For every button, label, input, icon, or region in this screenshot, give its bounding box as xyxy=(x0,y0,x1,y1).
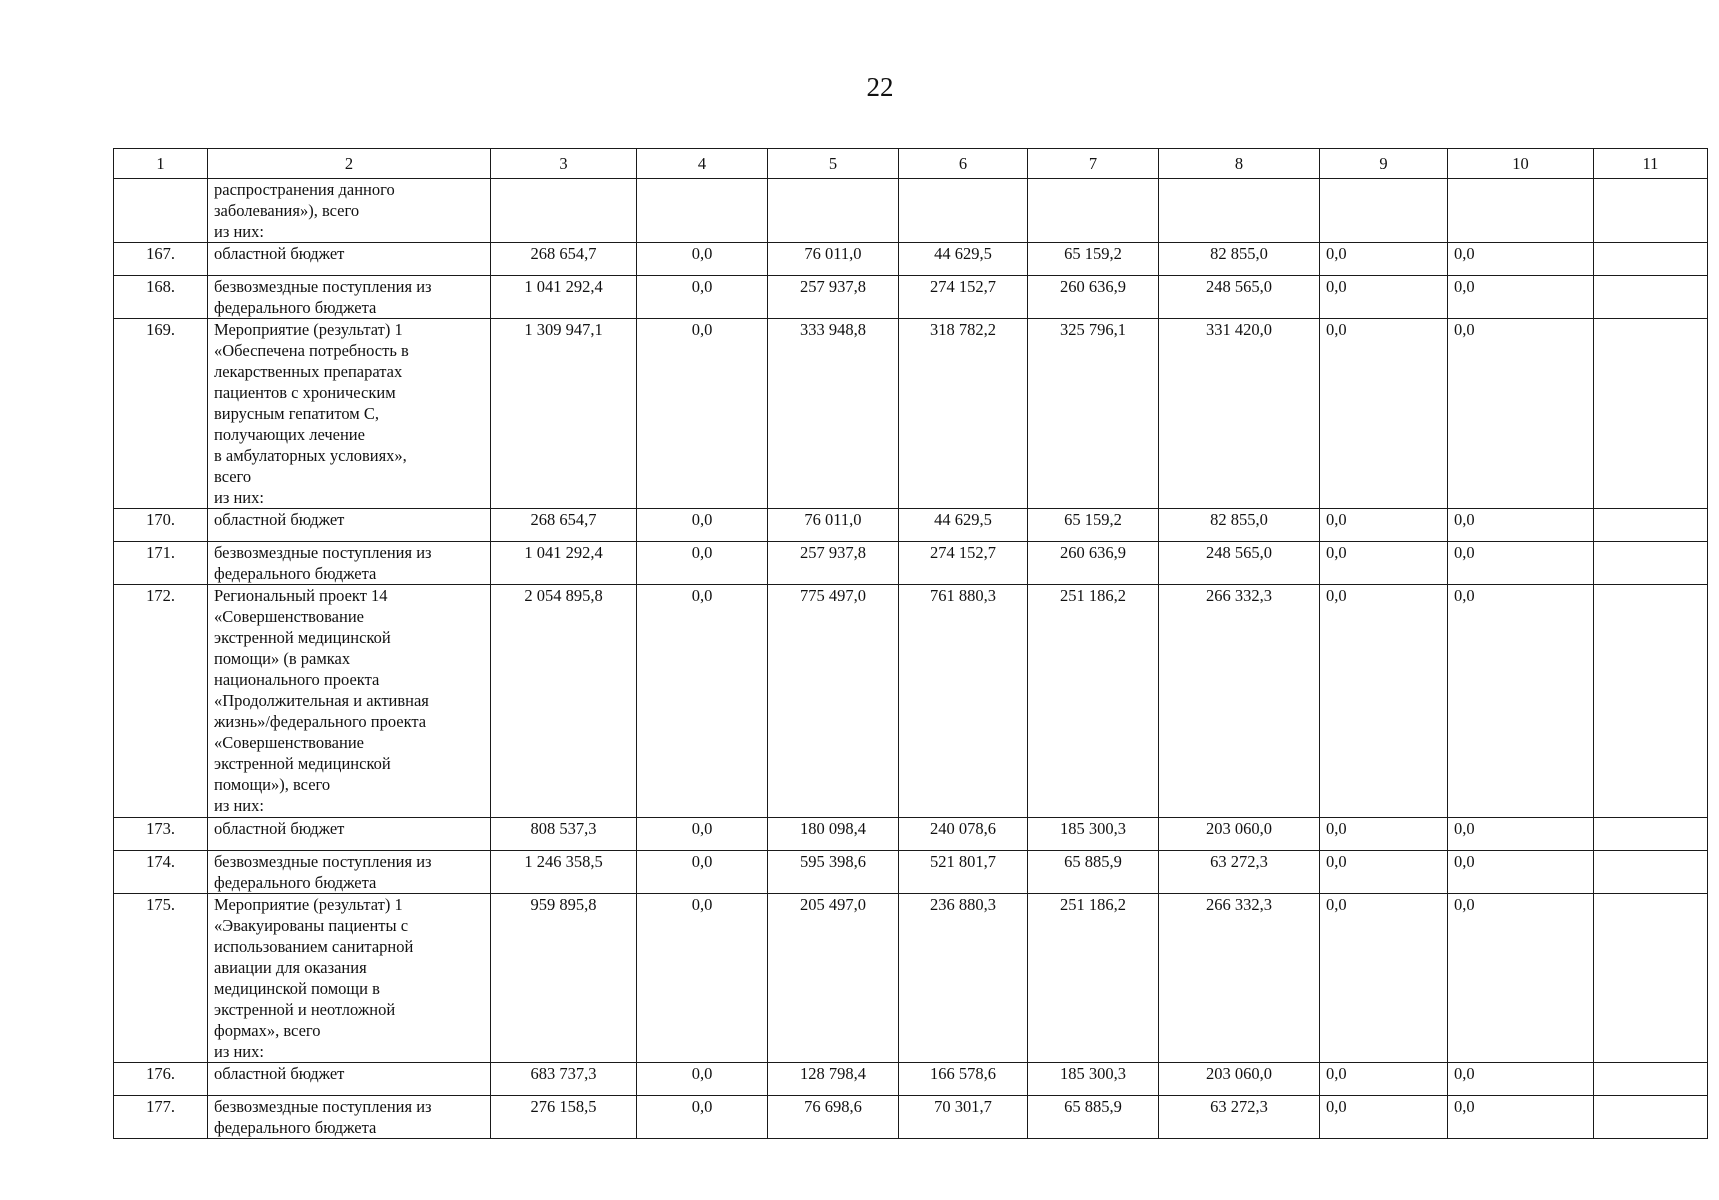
cell-col4: 0,0 xyxy=(637,1096,768,1139)
cell-col7: 65 885,9 xyxy=(1028,1096,1159,1139)
cell-col4: 0,0 xyxy=(637,509,768,542)
column-header: 6 xyxy=(899,149,1028,179)
cell-col6: 44 629,5 xyxy=(899,509,1028,542)
cell-col6: 274 152,7 xyxy=(899,542,1028,585)
cell-col9: 0,0 xyxy=(1320,276,1448,319)
cell-col7: 65 159,2 xyxy=(1028,243,1159,276)
cell-col3-total: 1 041 292,4 xyxy=(491,542,637,585)
cell-col3-total: 959 895,8 xyxy=(491,894,637,1063)
cell-col3-total: 683 737,3 xyxy=(491,1063,637,1096)
row-number: 172. xyxy=(114,585,208,818)
row-number: 170. xyxy=(114,509,208,542)
cell-col7: 65 885,9 xyxy=(1028,851,1159,894)
cell-col5: 775 497,0 xyxy=(768,585,899,818)
column-header: 8 xyxy=(1159,149,1320,179)
cell-col11 xyxy=(1594,585,1708,818)
cell-col7: 260 636,9 xyxy=(1028,542,1159,585)
cell-col6: 318 782,2 xyxy=(899,319,1028,509)
cell-col4: 0,0 xyxy=(637,1063,768,1096)
cell-col4: 0,0 xyxy=(637,276,768,319)
cell-empty xyxy=(637,179,768,243)
cell-empty xyxy=(1320,179,1448,243)
row-number: 176. xyxy=(114,1063,208,1096)
cell-col5: 333 948,8 xyxy=(768,319,899,509)
cell-col11 xyxy=(1594,851,1708,894)
cell-col4: 0,0 xyxy=(637,851,768,894)
row-name: безвозмездные поступления из федерального бюджета xyxy=(208,1096,491,1139)
cell-col6: 44 629,5 xyxy=(899,243,1028,276)
table-row xyxy=(114,894,1708,1063)
page-number: 22 xyxy=(866,72,894,102)
cell-col11 xyxy=(1594,542,1708,585)
table-body xyxy=(114,179,1708,1139)
cell-col10: 0,0 xyxy=(1448,319,1594,509)
cell-col6: 70 301,7 xyxy=(899,1096,1028,1139)
cell-col9: 0,0 xyxy=(1320,1096,1448,1139)
cell-col4: 0,0 xyxy=(637,894,768,1063)
row-name: Региональный проект 14 «Совершенствование экстренной медицинской помощи» (в рамках национального проекта «Продолжительная и активная жизнь»/федерального проекта «Совершенствование экстренной медицинской помощи»), всего из них: xyxy=(208,585,491,818)
row-name: областной бюджет xyxy=(208,243,491,276)
cell-col9: 0,0 xyxy=(1320,243,1448,276)
row-number: 167. xyxy=(114,243,208,276)
cell-col8: 63 272,3 xyxy=(1159,851,1320,894)
cell-col10: 0,0 xyxy=(1448,276,1594,319)
cell-col11 xyxy=(1594,818,1708,851)
table-row xyxy=(114,542,1708,585)
cell-col5: 595 398,6 xyxy=(768,851,899,894)
row-name: Мероприятие (результат) 1 «Эвакуированы пациенты с использованием санитарной авиации для оказания медицинской помощи в экстренной и неотложной формах», всего из них: xyxy=(208,894,491,1063)
column-header: 3 xyxy=(491,149,637,179)
header-row xyxy=(114,149,1708,179)
cell-col4: 0,0 xyxy=(637,319,768,509)
cell-col10: 0,0 xyxy=(1448,851,1594,894)
budget-table xyxy=(113,148,1708,1139)
cell-col10: 0,0 xyxy=(1448,818,1594,851)
table-row xyxy=(114,1063,1708,1096)
row-name: областной бюджет xyxy=(208,818,491,851)
cell-col6: 274 152,7 xyxy=(899,276,1028,319)
cell-col10: 0,0 xyxy=(1448,243,1594,276)
cell-col5: 128 798,4 xyxy=(768,1063,899,1096)
row-number: 168. xyxy=(114,276,208,319)
cell-col5: 180 098,4 xyxy=(768,818,899,851)
cell-col4: 0,0 xyxy=(637,818,768,851)
table-row xyxy=(114,585,1708,818)
table-header xyxy=(114,149,1708,179)
cell-col3-total: 1 309 947,1 xyxy=(491,319,637,509)
row-number: 171. xyxy=(114,542,208,585)
continuation-row xyxy=(114,179,1708,243)
row-name: безвозмездные поступления из федерального бюджета xyxy=(208,542,491,585)
column-header: 5 xyxy=(768,149,899,179)
table-row xyxy=(114,851,1708,894)
cell-col3-total: 2 054 895,8 xyxy=(491,585,637,818)
column-header: 10 xyxy=(1448,149,1594,179)
cell-col9: 0,0 xyxy=(1320,1063,1448,1096)
cell-col5: 76 011,0 xyxy=(768,243,899,276)
column-header: 7 xyxy=(1028,149,1159,179)
cell-col4: 0,0 xyxy=(637,542,768,585)
cell-col10: 0,0 xyxy=(1448,1096,1594,1139)
cell-col7: 185 300,3 xyxy=(1028,1063,1159,1096)
cell-empty xyxy=(1448,179,1594,243)
column-header: 11 xyxy=(1594,149,1708,179)
cell-col9: 0,0 xyxy=(1320,509,1448,542)
cell-col11 xyxy=(1594,1096,1708,1139)
cell-col11 xyxy=(1594,243,1708,276)
cell-col9: 0,0 xyxy=(1320,851,1448,894)
cell-col10: 0,0 xyxy=(1448,509,1594,542)
row-name: безвозмездные поступления из федерального бюджета xyxy=(208,851,491,894)
cell-col11 xyxy=(1594,319,1708,509)
row-name: областной бюджет xyxy=(208,1063,491,1096)
cell-col6: 166 578,6 xyxy=(899,1063,1028,1096)
row-name: областной бюджет xyxy=(208,509,491,542)
cell-col5: 76 698,6 xyxy=(768,1096,899,1139)
table-row xyxy=(114,818,1708,851)
cell-empty xyxy=(1594,179,1708,243)
row-number: 174. xyxy=(114,851,208,894)
cell-col11 xyxy=(1594,509,1708,542)
cell-col9: 0,0 xyxy=(1320,585,1448,818)
cell-col5: 205 497,0 xyxy=(768,894,899,1063)
column-header: 1 xyxy=(114,149,208,179)
cell-col11 xyxy=(1594,276,1708,319)
cell-col8: 266 332,3 xyxy=(1159,585,1320,818)
cell-col8: 63 272,3 xyxy=(1159,1096,1320,1139)
cell-col6: 240 078,6 xyxy=(899,818,1028,851)
cell-col7: 260 636,9 xyxy=(1028,276,1159,319)
cell-col4: 0,0 xyxy=(637,585,768,818)
cell-col10: 0,0 xyxy=(1448,542,1594,585)
cell-col7: 251 186,2 xyxy=(1028,585,1159,818)
row-number: 175. xyxy=(114,894,208,1063)
row-number xyxy=(114,179,208,243)
table-row xyxy=(114,243,1708,276)
cell-col7: 325 796,1 xyxy=(1028,319,1159,509)
row-name: Мероприятие (результат) 1 «Обеспечена потребность в лекарственных препаратах пациентов с хроническим вирусным гепатитом С, получающих лечение в амбулаторных условиях», всего из них: xyxy=(208,319,491,509)
cell-col8: 203 060,0 xyxy=(1159,1063,1320,1096)
cell-col6: 761 880,3 xyxy=(899,585,1028,818)
cell-col4: 0,0 xyxy=(637,243,768,276)
cell-col9: 0,0 xyxy=(1320,319,1448,509)
cell-col3-total: 1 041 292,4 xyxy=(491,276,637,319)
cell-col3-total: 268 654,7 xyxy=(491,509,637,542)
cell-empty xyxy=(899,179,1028,243)
cell-col10: 0,0 xyxy=(1448,585,1594,818)
cell-col9: 0,0 xyxy=(1320,542,1448,585)
cell-col8: 248 565,0 xyxy=(1159,276,1320,319)
column-header: 4 xyxy=(637,149,768,179)
cell-col11 xyxy=(1594,894,1708,1063)
cell-col9: 0,0 xyxy=(1320,818,1448,851)
cell-col7: 65 159,2 xyxy=(1028,509,1159,542)
column-header: 9 xyxy=(1320,149,1448,179)
cell-col8: 203 060,0 xyxy=(1159,818,1320,851)
cell-empty xyxy=(1159,179,1320,243)
cell-col3-total: 1 246 358,5 xyxy=(491,851,637,894)
cell-col3-total: 268 654,7 xyxy=(491,243,637,276)
row-name: безвозмездные поступления из федерального бюджета xyxy=(208,276,491,319)
column-header: 2 xyxy=(208,149,491,179)
cell-empty xyxy=(1028,179,1159,243)
cell-col5: 257 937,8 xyxy=(768,542,899,585)
row-number: 177. xyxy=(114,1096,208,1139)
row-number: 173. xyxy=(114,818,208,851)
cell-col3-total: 276 158,5 xyxy=(491,1096,637,1139)
cell-col3-total: 808 537,3 xyxy=(491,818,637,851)
cell-col5: 76 011,0 xyxy=(768,509,899,542)
cell-col8: 248 565,0 xyxy=(1159,542,1320,585)
cell-col6: 521 801,7 xyxy=(899,851,1028,894)
row-name: распространения данного заболевания»), всего из них: xyxy=(208,179,491,243)
cell-col11 xyxy=(1594,1063,1708,1096)
cell-empty xyxy=(491,179,637,243)
cell-col7: 251 186,2 xyxy=(1028,894,1159,1063)
table-row xyxy=(114,509,1708,542)
cell-col7: 185 300,3 xyxy=(1028,818,1159,851)
cell-col8: 82 855,0 xyxy=(1159,509,1320,542)
cell-col8: 266 332,3 xyxy=(1159,894,1320,1063)
cell-col10: 0,0 xyxy=(1448,894,1594,1063)
table-row xyxy=(114,1096,1708,1139)
row-number: 169. xyxy=(114,319,208,509)
cell-col9: 0,0 xyxy=(1320,894,1448,1063)
cell-empty xyxy=(768,179,899,243)
table-row xyxy=(114,319,1708,509)
table-row xyxy=(114,276,1708,319)
cell-col10: 0,0 xyxy=(1448,1063,1594,1096)
cell-col5: 257 937,8 xyxy=(768,276,899,319)
cell-col8: 82 855,0 xyxy=(1159,243,1320,276)
cell-col6: 236 880,3 xyxy=(899,894,1028,1063)
cell-col8: 331 420,0 xyxy=(1159,319,1320,509)
